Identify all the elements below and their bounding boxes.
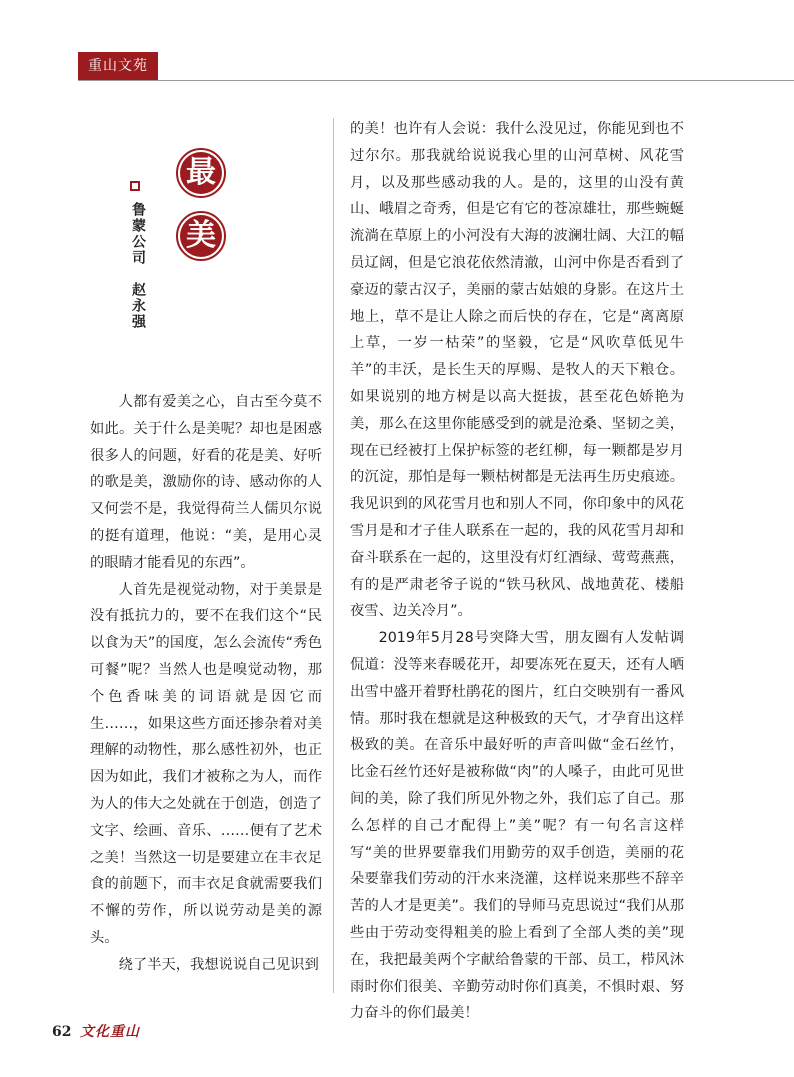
column-divider (333, 118, 334, 993)
title-char-2 (176, 211, 226, 261)
paragraph: 的美！也许有人会说：我什么没见过，你能见到也不过尔尔。那我就给说说我心里的山河草树、风花雪月，以及那些感动我的人。是的，这里的山没有黄山、峨眉之奇秀，但是它有它的苍凉雄壮，那些蜿蜒流淌在草原上的小河没有大海的波澜壮阔、大江的幅员辽阔，但是它浪花依然清澈，山河中你是否看到了豪迈的蒙古汉子，美丽的蒙古姑娘的身影。在这片土地上，草不是让人除之而后快的存在，它是“离离原上草，一岁一枯荣”的坚毅，它是“风吹草低见牛羊”的丰沃，是长生天的厚赐、是牧人的天下粮仓。如果说别的地方树是以高大挺拔，甚至花色娇艳为美，那么在这里你能感受到的就是沧桑、坚韧之美，现在已经被打上保护标签的老红柳，每一颗都是岁月的沉淀，那怕是每一颗枯树都是无法再生历史痕迹。我见识到的风花雪月也和别人不同，你印象中的风花雪月是和才子佳人联系在一起的，我的风花雪月却和奋斗联系在一起的，这里没有灯红酒绿、莺莺燕燕，有的是严肃老爷子说的“铁马秋风、战地黄花、楼船夜雪、边关冷月”。 (350, 121, 684, 620)
left-column (90, 389, 322, 979)
page-number: 62 (52, 1024, 72, 1040)
right-column (350, 116, 684, 1027)
section-tag: 重山文苑 (78, 52, 158, 80)
magazine-logo: 文化重山 (80, 1024, 140, 1040)
paragraph: 人都有爱美之心，自古至今莫不如此。关于什么是美呢？却也是困惑很多人的问题，好看的花是美、好听的歌是美，激励你的诗、感动你的人又何尝不是，我觉得荷兰人儒贝尔说的挺有道理，他说：“美，是用心灵的眼睛才能看见的东西”。 (90, 394, 322, 571)
title-char-2-text: 美 (180, 215, 222, 257)
paragraph: 人首先是视觉动物，对于美景是没有抵抗力的，要不在我们这个“民以食为天”的国度，怎么会流传“秀色可餐”呢？当然人也是嗅觉动物，那个色香味美的词语就是因它而生……，如果这些方面还掺杂着对美理解的动物性，那么感性初外，也正因为如此，我们才被称之为人，而作为人的伟大之处就在于创造，创造了文字、绘画、音乐、……便有了艺术之美！当然这一切是要建立在丰衣足食的前题下，而丰衣足食就需要我们不懈的劳作，所以说劳动是美的源头。 (90, 581, 322, 946)
byline-author: 赵永强 (130, 282, 146, 330)
title-char-1-text: 最 (180, 152, 222, 194)
byline-company: 鲁蒙公司 (130, 202, 146, 266)
byline-square-icon (130, 181, 140, 191)
header-rule (78, 80, 794, 81)
paragraph: 2019年5月28号突降大雪，朋友圈有人发帖调侃道：没等来春暖花开，却要冻死在夏天，还有人晒出雪中盛开着野杜鹃花的图片，红白交映别有一番风情。那时我在想就是这种极致的天气，才孕育出这样极致的美。在音乐中最好听的声音叫做“金石丝竹，比金石丝竹还好是被称做“肉”的人嗓子，由此可见世间的美，除了我们所见外物之外，我们忘了自己。那么怎样的自己才配得上”美”呢？有一句名言这样写“美的世界要靠我们用勤劳的双手创造，美丽的花朵要靠我们劳动的汗水来浇灌，这样说来那些不辞辛苦的人才是更美”。我们的导师马克思说过“我们从那些由于劳动变得粗美的脸上看到了全部人类的美”现在，我把最美两个字献给鲁蒙的干部、员工，栉风沐雨时你们很美、辛勤劳动时你们真美，不惧时艰、努力奋斗的你们最美！ (350, 630, 684, 1022)
paragraph: 绕了半天，我想说说自己见识到 (118, 956, 319, 973)
title-char-1 (176, 148, 226, 198)
